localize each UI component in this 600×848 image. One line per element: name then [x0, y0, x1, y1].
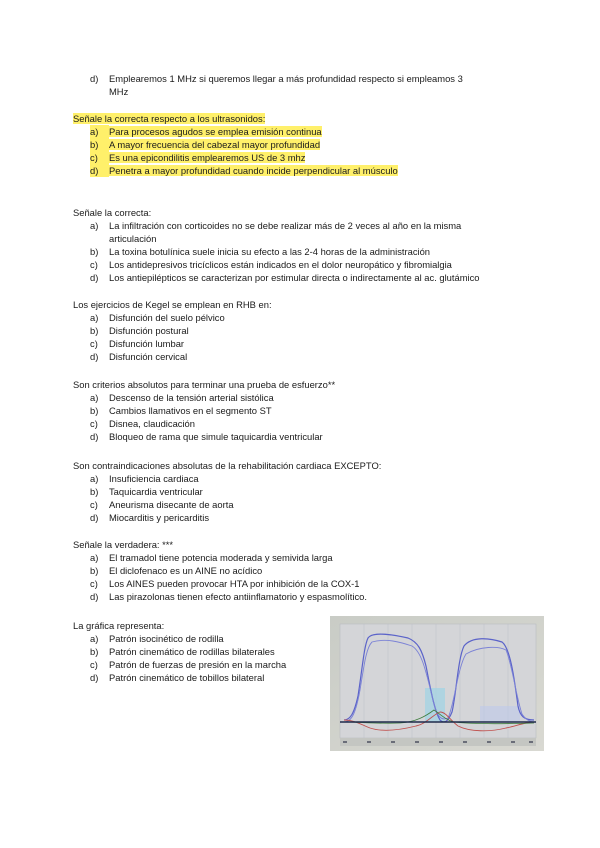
option-d [90, 671, 328, 684]
option-text: Disfunción cervical [109, 351, 188, 362]
option-a [90, 311, 543, 324]
option-letter: d) [90, 672, 99, 683]
option-d [90, 350, 543, 363]
option-b [90, 138, 543, 151]
option-c [90, 577, 543, 590]
option-letter: a) [90, 552, 99, 563]
option-letter: a) [90, 633, 99, 644]
option-text: Patrón de fuerzas de presión en la marcha [109, 659, 287, 670]
option-letter: c) [90, 578, 98, 589]
option-a [90, 632, 328, 645]
option-a [90, 391, 543, 404]
option-text: El diclofenaco es un AINE no acídico [109, 565, 263, 576]
question-prueba-esfuerzo [73, 378, 543, 443]
option-text: Los AINES pueden provocar HTA por inhibición de la COX-1 [109, 578, 360, 589]
option-text: Es una epicondilitis emplearemos US de 3 mhz [109, 152, 306, 163]
option-text: Cambios llamativos en el segmento ST [109, 405, 272, 416]
option-letter: c) [90, 418, 98, 429]
option-text: El tramadol tiene potencia moderada y semivida larga [109, 552, 333, 563]
option-letter: c) [90, 659, 98, 670]
option-a [90, 551, 543, 564]
question-grafica [73, 619, 328, 684]
option-text: Patrón cinemático de rodillas bilaterales [109, 646, 275, 657]
option-c [90, 417, 543, 430]
option-a [90, 219, 543, 245]
option-text: Miocarditis y pericarditis [109, 512, 210, 523]
option-text: Taquicardia ventricular [109, 486, 203, 497]
option-text: La toxina botulínica suele inicia su efecto a las 2-4 horas de la administración [109, 246, 431, 257]
option-letter: a) [90, 392, 99, 403]
option-text-line1: Emplearemos 1 MHz si queremos llegar a más profundidad respecto si empleamos 3 [109, 73, 463, 84]
question-stem: Señale la correcta respecto a los ultrasonidos: [73, 113, 266, 124]
option-letter: b) [90, 646, 99, 657]
option-letter: d) [90, 431, 99, 442]
question-kegel [73, 298, 543, 363]
option-letter: b) [90, 486, 99, 497]
option-letter: b) [90, 246, 99, 257]
option-text: Patrón cinemático de tobillos bilateral [109, 672, 265, 683]
option-text: Las pirazolonas tienen efecto antiinflamatorio y espasmolítico. [109, 591, 367, 602]
option-letter: d) [90, 164, 109, 177]
option-letter: d) [90, 591, 99, 602]
question-prev-tail [73, 72, 543, 98]
question-correcta [73, 206, 543, 284]
option-c [90, 151, 543, 164]
question-stem: Señale la verdadera: *** [73, 539, 174, 550]
option-text: Para procesos agudos se emplea emisión continua [109, 126, 322, 137]
option-letter: a) [90, 473, 99, 484]
option-text-line2: articulación [109, 233, 157, 244]
option-letter: d) [90, 351, 99, 362]
option-letter: b) [90, 138, 109, 151]
question-stem: Los ejercicios de Kegel se emplean en RHB en: [73, 299, 272, 310]
option-letter: a) [90, 220, 99, 231]
option-text: Patrón isocinético de rodilla [109, 633, 224, 644]
option-b [90, 404, 543, 417]
option-letter: c) [90, 151, 109, 164]
graph-photo [330, 616, 544, 751]
option-letter: b) [90, 405, 99, 416]
option-a [90, 125, 543, 138]
option-d [90, 271, 543, 284]
option-letter: a) [90, 312, 99, 323]
option-text: Los antidepresivos tricíclicos están indicados en el dolor neuropático y fibromialgia [109, 259, 452, 270]
option-letter: d) [90, 73, 99, 84]
option-c [90, 498, 543, 511]
question-stem: La gráfica representa: [73, 620, 165, 631]
option-letter: b) [90, 565, 99, 576]
option-letter: b) [90, 325, 99, 336]
option-c [90, 258, 543, 271]
option-b [90, 485, 543, 498]
question-rehab-cardiaca [73, 459, 543, 524]
question-ultrasonidos [73, 112, 543, 177]
option-d [90, 511, 543, 524]
option-b [90, 245, 543, 258]
option-text-line2: MHz [109, 86, 129, 97]
option-text: Penetra a mayor profundidad cuando incide perpendicular al músculo [109, 165, 398, 176]
option-text: Los antiepilépticos se caracterizan por estimular directa o indirectamente al ac. glutámico [109, 272, 480, 283]
option-letter: d) [90, 512, 99, 523]
option-letter: c) [90, 499, 98, 510]
option-text: Aneurisma disecante de aorta [109, 499, 234, 510]
option-b [90, 564, 543, 577]
option-b [90, 645, 328, 658]
option-c [90, 658, 328, 671]
option-c [90, 337, 543, 350]
option-letter: c) [90, 338, 98, 349]
option-text: Descenso de la tensión arterial sistólica [109, 392, 274, 403]
option-letter: d) [90, 272, 99, 283]
option-d [90, 590, 543, 603]
option-text: Disfunción lumbar [109, 338, 185, 349]
question-stem: Señale la correcta: [73, 207, 152, 218]
question-stem: Son criterios absolutos para terminar una prueba de esfuerzo** [73, 379, 336, 390]
option-d [90, 72, 543, 98]
option-text-line1: La infiltración con corticoides no se debe realizar más de 2 veces al año en la misma [109, 220, 462, 231]
option-d [90, 164, 543, 177]
option-text: A mayor frecuencia del cabezal mayor profundidad [109, 139, 321, 150]
option-text: Insuficiencia cardiaca [109, 473, 199, 484]
question-stem: Son contraindicaciones absolutas de la rehabilitación cardiaca EXCEPTO: [73, 460, 382, 471]
option-b [90, 324, 543, 337]
option-text: Disnea, claudicación [109, 418, 195, 429]
shaded-band-light [480, 706, 520, 722]
option-text: Bloqueo de rama que simule taquicardia ventricular [109, 431, 323, 442]
option-letter: c) [90, 259, 98, 270]
option-letter: a) [90, 125, 109, 138]
question-verdadera [73, 538, 543, 603]
option-text: Disfunción postural [109, 325, 189, 336]
graph-photo-svg [330, 616, 544, 751]
option-a [90, 472, 543, 485]
option-text: Disfunción del suelo pélvico [109, 312, 225, 323]
option-d [90, 430, 543, 443]
